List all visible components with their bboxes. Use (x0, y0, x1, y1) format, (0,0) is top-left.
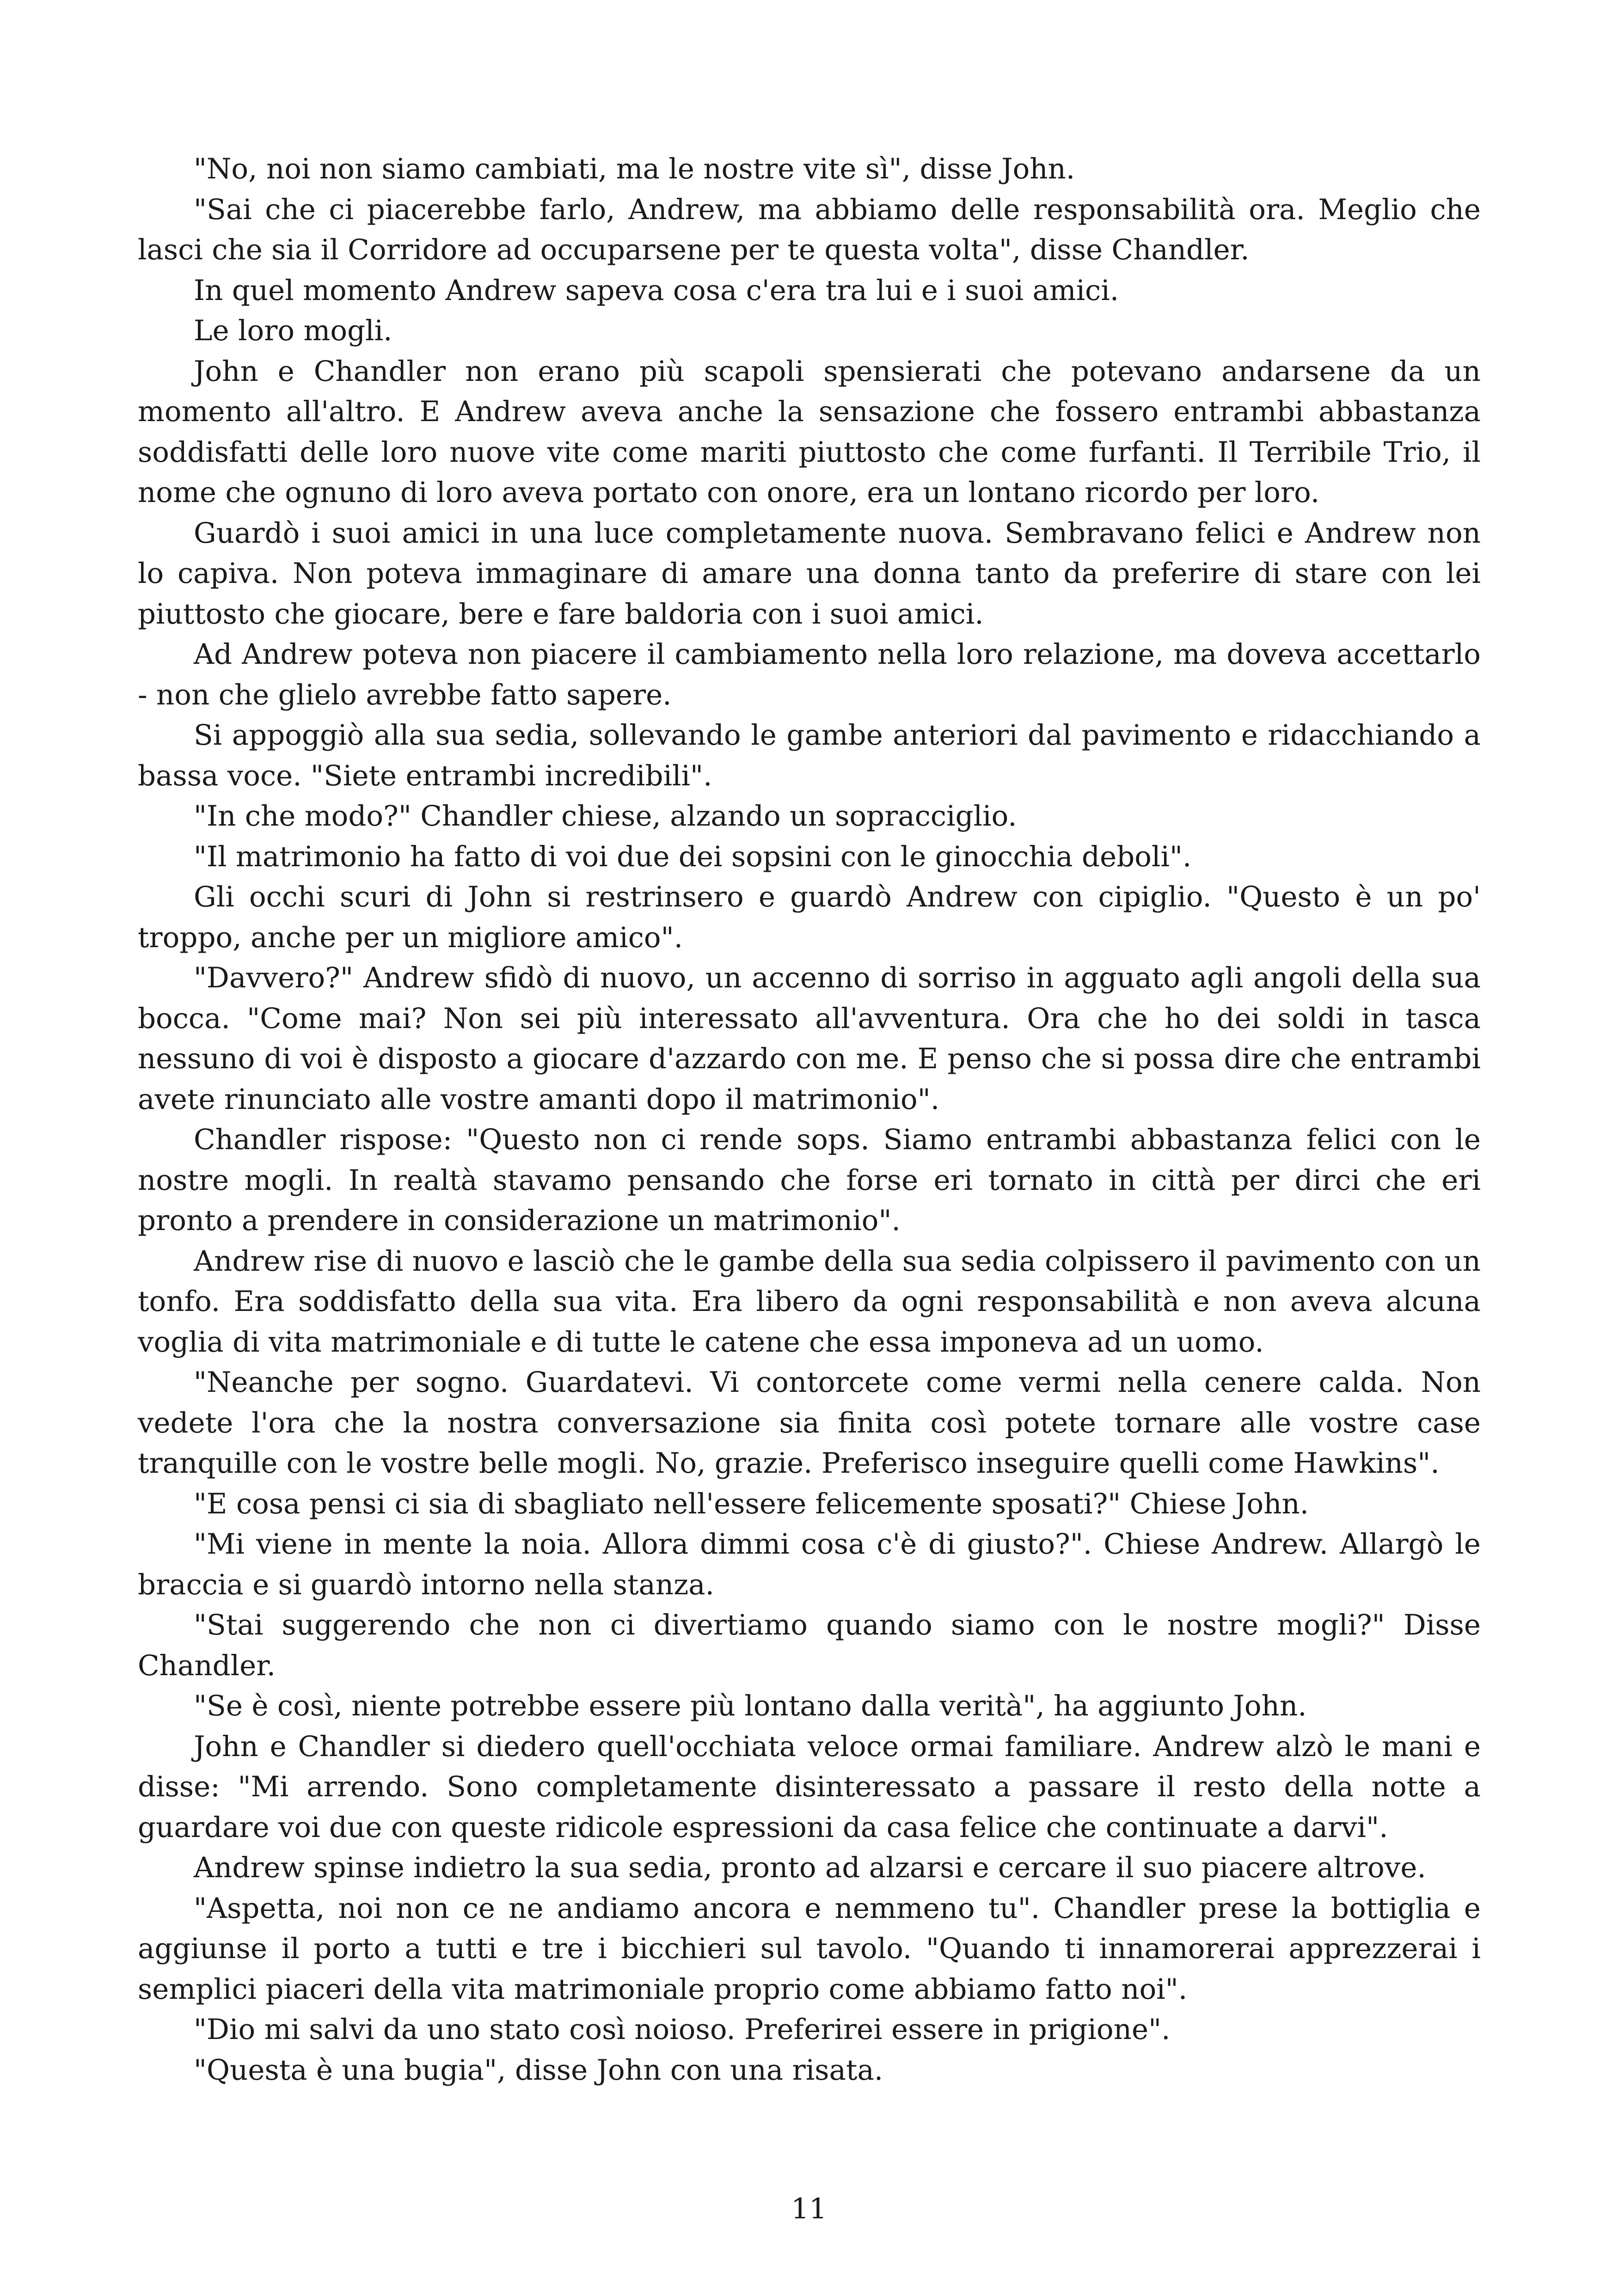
paragraph: Le loro mogli. (194, 314, 392, 347)
paragraph: "Questa è una bugia", disse John con una risata. (194, 2053, 883, 2087)
paragraph: "Aspetta, noi non ce ne andiamo ancora e nemmeno tu". Chandler prese la bottiglia e aggiunse il porto a tutti e tre i bicchieri sul tavolo. "Quando ti innamorerai apprezzerai i semplici piaceri della vita matrimoniale proprio come abbiamo fatto noi". (138, 1892, 1481, 2006)
paragraph: Guardò i suoi amici in una luce completamente nuova. Sembravano felici e Andrew non lo capiva. Non poteva immaginare di amare una donna tanto da preferire di stare con lei piuttosto che giocare, bere e fare baldoria con i suoi amici. (138, 516, 1481, 631)
page-number: 11 (791, 2192, 827, 2225)
paragraph: "E cosa pensi ci sia di sbagliato nell'essere felicemente sposati?" Chiese John. (194, 1487, 1309, 1520)
paragraph: John e Chandler si diedero quell'occhiata veloce ormai familiare. Andrew alzò le mani e disse: "Mi arrendo. Sono completamente disinteressato a passare il resto della notte a guardare voi due con queste ridicole espressioni da casa felice che continuate a darvi". (138, 1730, 1481, 1844)
paragraph: In quel momento Andrew sapeva cosa c'era tra lui e i suoi amici. (194, 274, 1119, 307)
paragraph: Chandler rispose: "Questo non ci rende sops. Siamo entrambi abbastanza felici con le nostre mogli. In realtà stavamo pensando che forse eri tornato in città per dirci che eri pronto a prendere in considerazione un matrimonio". (138, 1123, 1481, 1237)
paragraph: Andrew spinse indietro la sua sedia, pronto ad alzarsi e cercare il suo piacere altrove. (194, 1851, 1426, 1884)
body-text (138, 149, 1481, 2090)
paragraph: "Mi viene in mente la noia. Allora dimmi cosa c'è di giusto?". Chiese Andrew. Allargò le braccia e si guardò intorno nella stanza. (138, 1528, 1481, 1601)
paragraph: Andrew rise di nuovo e lasciò che le gambe della sua sedia colpissero il pavimento con un tonfo. Era soddisfatto della sua vita. Era libero da ogni responsabilità e non aveva alcuna voglia di vita matrimoniale e di tutte le catene che essa imponeva ad un uomo. (138, 1244, 1481, 1359)
paragraph: John e Chandler non erano più scapoli spensierati che potevano andarsene da un momento all'altro. E Andrew aveva anche la sensazione che fossero entrambi abbastanza soddisfatti delle loro nuove vite come mariti piuttosto che come furfanti. Il Terribile Trio, il nome che ognuno di loro aveva portato con onore, era un lontano ricordo per loro. (138, 355, 1481, 509)
paragraph: "Stai suggerendo che non ci divertiamo quando siamo con le nostre mogli?" Disse Chandler. (138, 1609, 1481, 1682)
paragraph: "Se è così, niente potrebbe essere più lontano dalla verità", ha aggiunto John. (194, 1690, 1307, 1722)
paragraph: Gli occhi scuri di John si restrinsero e guardò Andrew con cipiglio. "Questo è un po' troppo, anche per un migliore amico". (138, 881, 1481, 954)
paragraph: "Il matrimonio ha fatto di voi due dei sopsini con le ginocchia deboli". (194, 840, 1192, 873)
paragraph: "Sai che ci piacerebbe farlo, Andrew, ma abbiamo delle responsabilità ora. Meglio che lasci che sia il Corridore ad occuparsene per te questa volta", disse Chandler. (138, 193, 1481, 266)
paragraph: Ad Andrew poteva non piacere il cambiamento nella loro relazione, ma doveva accettarlo - non che glielo avrebbe fatto sapere. (138, 638, 1481, 711)
paragraph: Si appoggiò alla sua sedia, sollevando le gambe anteriori dal pavimento e ridacchiando a bassa voce. "Siete entrambi incredibili". (138, 719, 1481, 792)
paragraph: "No, noi non siamo cambiati, ma le nostre vite sì", disse John. (194, 153, 1075, 185)
paragraph: "In che modo?" Chandler chiese, alzando un sopracciglio. (194, 800, 1017, 833)
paragraph: "Dio mi salvi da uno stato così noioso. Preferirei essere in prigione". (194, 2013, 1171, 2046)
paragraph: "Neanche per sogno. Guardatevi. Vi contorcete come vermi nella cenere calda. Non vedete l'ora che la nostra conversazione sia finita così potete tornare alle vostre case tranquille con le vostre belle mogli. No, grazie. Preferisco inseguire quelli come Hawkins". (138, 1366, 1481, 1480)
paragraph: "Davvero?" Andrew sfidò di nuovo, un accenno di sorriso in agguato agli angoli della sua bocca. "Come mai? Non sei più interessato all'avventura. Ora che ho dei soldi in tasca nessuno di voi è disposto a giocare d'azzardo con me. E penso che si possa dire che entrambi avete rinunciato alle vostre amanti dopo il matrimonio". (138, 961, 1481, 1116)
